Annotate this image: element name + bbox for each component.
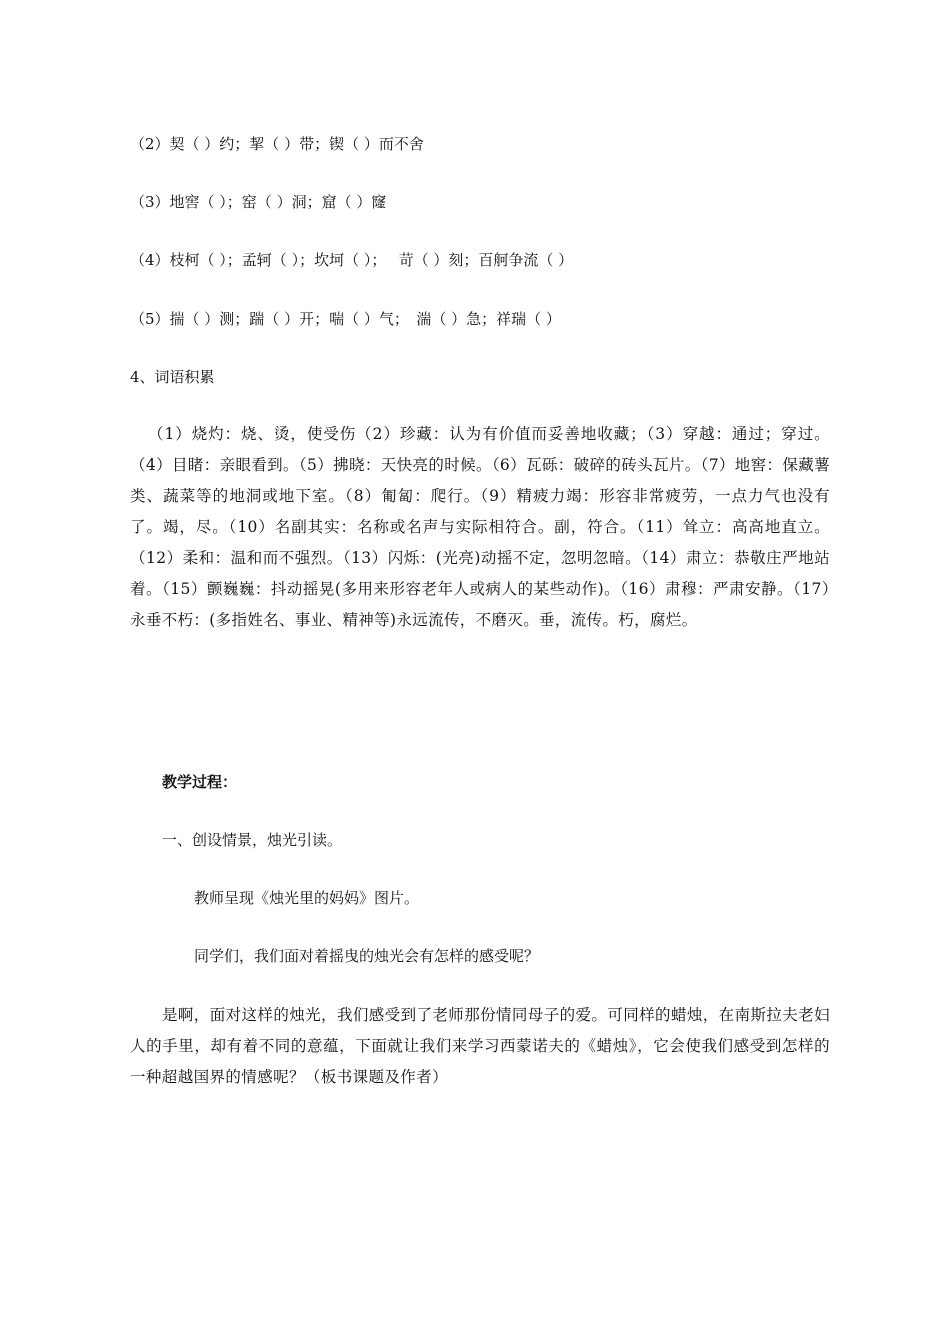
teaching-process-heading: 教学过程： <box>162 773 238 791</box>
step1-paragraph: 是啊，面对这样的烛光，我们感受到了老师那份情同母子的爱。可同样的蜡烛，在南斯拉夫老妇人的手里，却有着不同的意蕴，下面就让我们来学习西蒙诺夫的《蜡烛》，它会使我们感受到怎样的一种超越国界的情感呢？（板书课题及作者） <box>130 1006 830 1086</box>
exercise-line-5: （5）揣（ ）测；踹（ ）开；喘（ ）气； 湍（ ）急；祥瑞（ ） <box>130 310 561 328</box>
exercise-line-2: （2）契（ ）约；挈（ ）带；锲（ ）而不舍 <box>130 135 424 153</box>
step1-line1: 教师呈现《烛光里的妈妈》图片。 <box>194 889 420 907</box>
vocab-definitions: （1）烧灼：烧、烫，使受伤（2）珍藏：认为有价值而妥善地收藏；（3）穿越：通过；穿过。（4）目睹：亲眼看到。（5）拂晓：天快亮的时候。（6）瓦砾：破碎的砖头瓦片。（7）地窖：保藏薯类、蔬菜等的地洞或地下室。（8）匍匐：爬行。（9）精疲力竭：形容非常疲劳，一点力气也没有了。竭，尽。（10）名副其实：名称或名声与实际相符合。副，符合。（11）耸立：高高地直立。（12）柔和：温和而不强烈。（13）闪烁：(光亮)动摇不定，忽明忽暗。（14）肃立：恭敬庄严地站着。（15）颤巍巍：抖动摇晃(多用来形容老年人或病人的某些动作)。（16）肃穆：严肃安静。（17）永垂不朽：(多指姓名、事业、精神等)永远流传，不磨灭。垂，流传。朽，腐烂。 <box>130 425 830 629</box>
step1-line2: 同学们，我们面对着摇曳的烛光会有怎样的感受呢？ <box>194 947 540 965</box>
exercise-line-4: （4）枝柯（ ）；孟轲（ ）；坎坷（ ）； 苛（ ）刻；百舸争流（ ） <box>130 251 574 269</box>
exercise-line-3: （3）地窖（ ）；窑（ ）洞；窟（ ）窿 <box>130 193 387 211</box>
vocab-heading: 4、词语积累 <box>130 368 215 386</box>
step1-title: 一、创设情景，烛光引读。 <box>162 831 343 849</box>
